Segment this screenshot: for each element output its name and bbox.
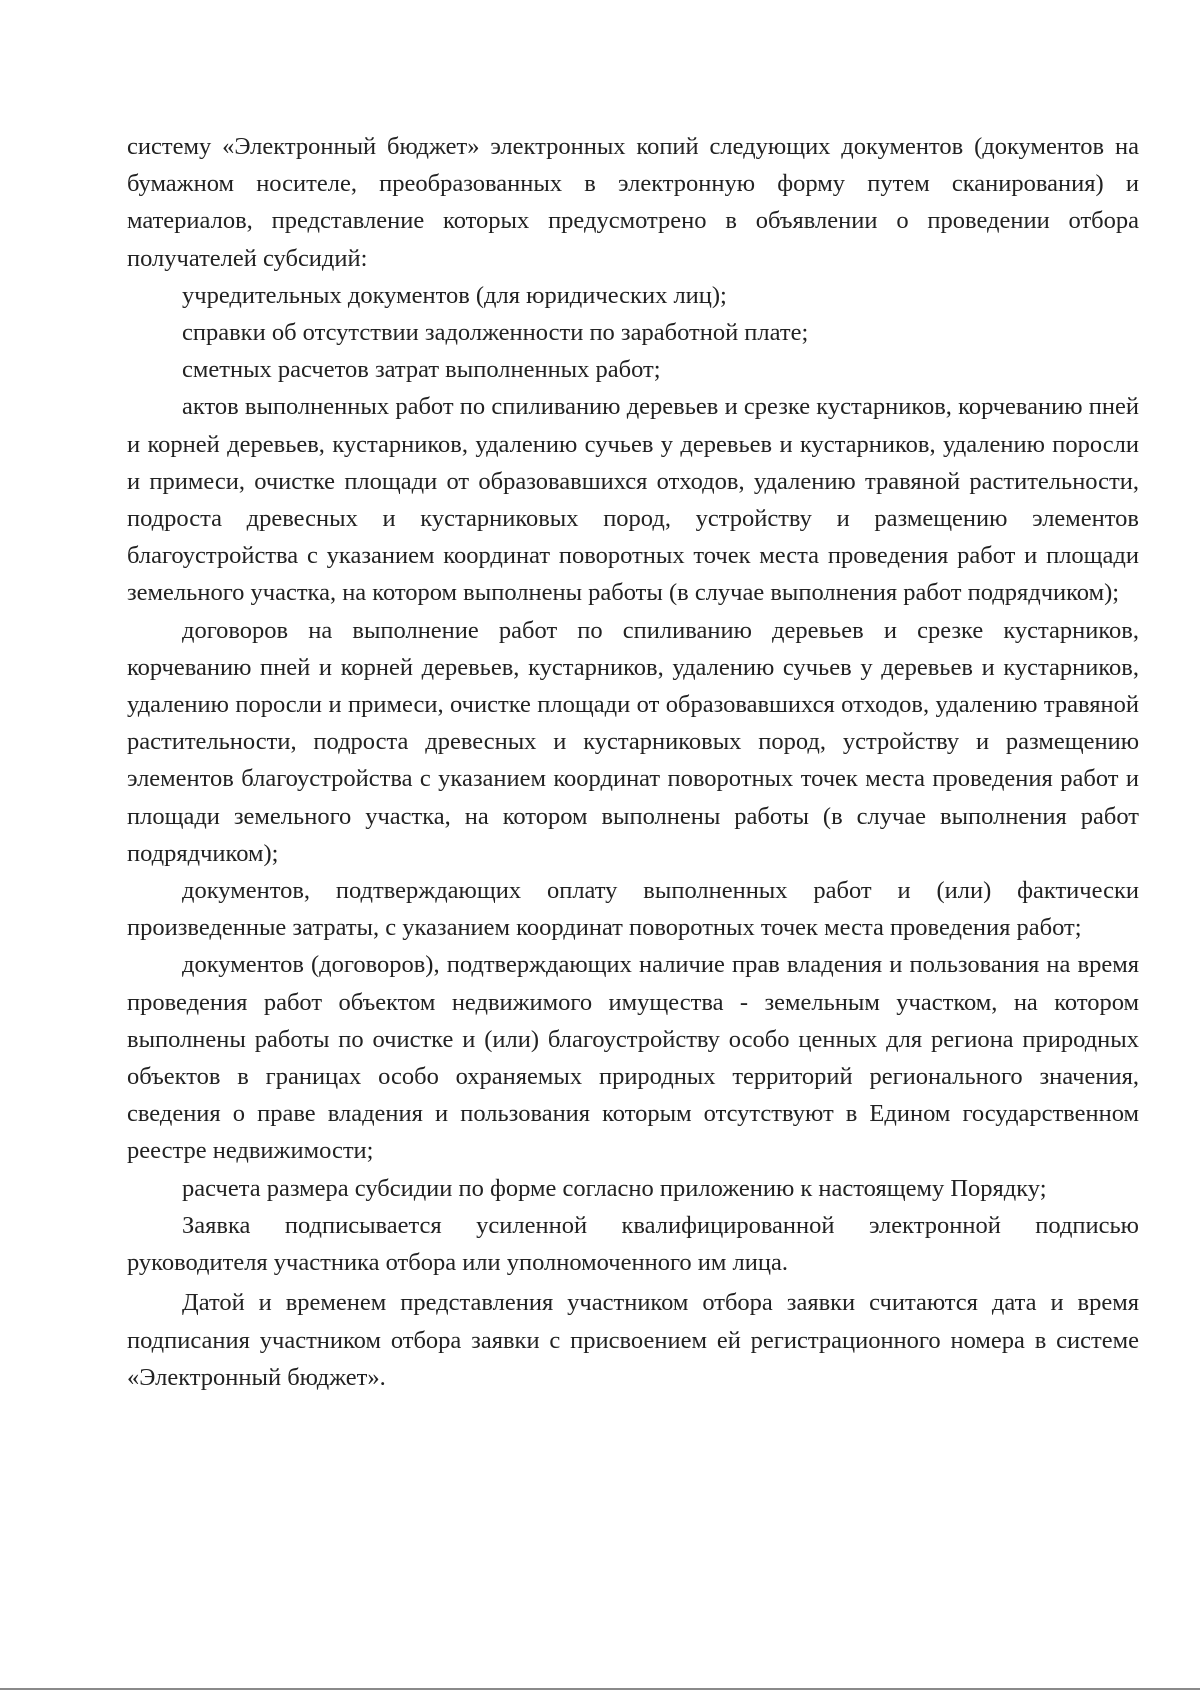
paragraph-subsidy-calculation: расчета размера субсидии по форме согласно приложению к настоящему Порядку; <box>182 1174 1047 1202</box>
paragraph-intro: систему «Электронный бюджет» электронных копий следующих документов (документов на бумажном носителе, преобразованных в электронную форму путем сканирования) и материалов, представление которых предусмотрено в объявлении о проведении отбора получателей субсидий: <box>127 133 1139 272</box>
paragraph-ownership-documents: документов (договоров), подтверждающих наличие прав владения и пользования на время проведения работ объектом недвижимого имущества - земельным участком, на котором выполнены работы по очистке и (или) благоустройству особо ценных для региона природных объектов в границах особо охраняемых природных территорий регионального значения, сведения о праве владения и пользования которым отсутствуют в Едином государственном реестре недвижимости; <box>127 951 1139 1165</box>
paragraph-payment-documents: документов, подтверждающих оплату выполненных работ и (или) фактически произведенные затраты, с указанием координат поворотных точек места проведения работ; <box>127 877 1139 942</box>
paragraph-submission-date: Датой и временем представления участником отбора заявки считаются дата и время подписания участником отбора заявки с присвоением ей регистрационного номера в системе «Электронный бюджет». <box>127 1289 1139 1391</box>
paragraph-work-contracts: договоров на выполнение работ по спиливанию деревьев и срезке кустарников, корчеванию пней и корней деревьев, кустарников, удалению сучьев у деревьев и кустарников, удалению поросли и примеси, очистке площади от образовавшихся отходов, удалению травяной растительности, подроста древесных и кустарниковых пород, устройству и размещению элементов благоустройства с указанием координат поворотных точек места проведения работ и площади земельного участка, на котором выполнены работы (в случае выполнения работ подрядчиком); <box>127 616 1139 867</box>
paragraph-salary-debt-certificate: справки об отсутствии задолженности по заработной плате; <box>182 319 809 347</box>
paragraph-work-acts: актов выполненных работ по спиливанию деревьев и срезке кустарников, корчеванию пней и корней деревьев, кустарников, удалению сучьев у деревьев и кустарников, удалению поросли и примеси, очистке площади от образовавшихся отходов, удалению травяной растительности, подроста древесных и кустарниковых пород, устройству и размещению элементов благоустройства с указанием координат поворотных точек места проведения работ и площади земельного участка, на котором выполнены работы (в случае выполнения работ подрядчиком); <box>127 393 1139 607</box>
document-body <box>127 128 1139 1396</box>
bottom-scan-border <box>0 1688 1200 1690</box>
paragraph-founding-documents: учредительных документов (для юридических лиц); <box>182 281 727 309</box>
paragraph-cost-estimates: сметных расчетов затрат выполненных работ; <box>182 356 661 384</box>
paragraph-signature-requirement: Заявка подписывается усиленной квалифицированной электронной подписью руководителя участника отбора или уполномоченного им лица. <box>127 1211 1139 1277</box>
